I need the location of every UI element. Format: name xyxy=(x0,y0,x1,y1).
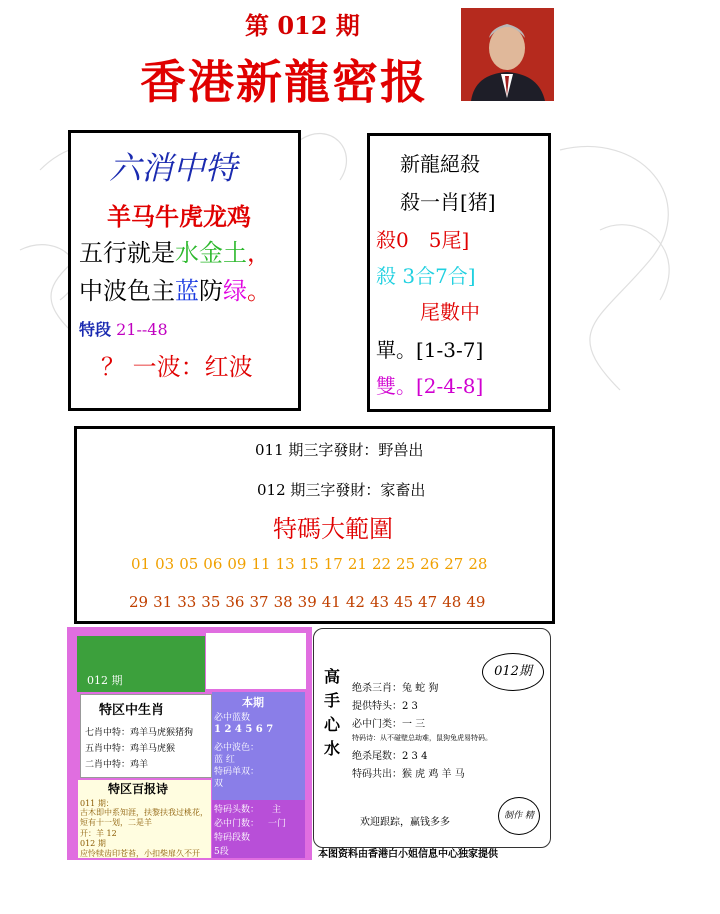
expert-line-3: 必中门类：一 三 xyxy=(352,719,426,730)
expert-line-6: 特码共出：猴 虎 鸡 羊 马 xyxy=(352,769,465,780)
kill-title: 新龍絕殺 xyxy=(400,152,480,176)
stats-d: 特码单双： xyxy=(214,767,260,777)
number-item: 36 xyxy=(225,593,245,611)
wave-color-suffix: 。 xyxy=(247,277,271,305)
number-item: 06 xyxy=(203,555,223,573)
number-item: 39 xyxy=(297,593,317,611)
number-item: 13 xyxy=(275,555,295,573)
person-photo xyxy=(461,8,554,101)
wave-color-mid: 防 xyxy=(199,277,223,305)
poem-012-text: 应怜犊齿印苍苔，小扣柴扉久不开 xyxy=(80,849,200,858)
green-issue: 012 期 xyxy=(87,674,123,687)
maker-stamp: 制作 精 xyxy=(498,797,540,835)
blank-panel xyxy=(206,633,306,689)
wave-color-main: 蓝 xyxy=(175,277,199,305)
line-012: 012 期三字發財：家畜出 xyxy=(257,481,426,499)
kill-zodiac: 殺一肖[猪] xyxy=(400,190,496,214)
expert-title-char-3: 心 xyxy=(324,715,341,734)
number-item: 17 xyxy=(323,555,343,573)
credit-line: 本图资料由香港白小姐信息中心独家提供 xyxy=(318,849,498,860)
expert-title xyxy=(324,665,344,761)
number-item: 09 xyxy=(227,555,247,573)
portrait-image xyxy=(461,8,554,101)
poem-011-label: 011 期： xyxy=(80,799,114,808)
number-item: 01 xyxy=(131,555,151,573)
number-item: 37 xyxy=(249,593,269,611)
expert-line-2: 提供特头：2 3 xyxy=(352,701,418,712)
stats-head: 本期 xyxy=(242,696,264,709)
expert-title-char-1: 高 xyxy=(324,667,341,686)
stats-h: 必中门数： xyxy=(214,819,260,829)
stats-j: 特码段数 xyxy=(214,833,251,843)
line-011: 011 期三字發財：野兽出 xyxy=(255,441,424,459)
life-zodiac-box xyxy=(80,694,212,778)
special-code-box xyxy=(74,426,555,624)
expert-line-1: 绝杀三肖：兔 蛇 狗 xyxy=(352,683,439,694)
expert-footer: 欢迎跟踪，赢钱多多 xyxy=(360,817,450,828)
poem-012-label: 012 期 xyxy=(80,839,106,848)
wave-line xyxy=(101,347,253,382)
range-label: 特段 xyxy=(79,320,112,339)
stats-f: 特码头数： xyxy=(214,805,260,815)
number-item: 31 xyxy=(153,593,173,611)
number-item: 47 xyxy=(418,593,438,611)
number-item: 43 xyxy=(369,593,390,611)
five-zodiac: 五肖中特：鸡羊马虎猴 xyxy=(85,744,176,754)
expert-line-5: 绝杀尾数：2 3 4 xyxy=(352,751,428,762)
expert-line-4: 特码诗：从不碰壁总劫难，鼠狗兔虎易特码。 xyxy=(352,734,492,742)
expert-title-char-2: 手 xyxy=(324,691,341,710)
range-title: 特碼大範圍 xyxy=(273,515,393,543)
seven-zodiac: 七肖中特：鸡羊马虎猴猪狗 xyxy=(85,728,194,738)
kill-tail: 殺0 5尾] xyxy=(376,228,470,252)
number-item: 49 xyxy=(466,593,486,611)
number-item: 15 xyxy=(299,555,319,573)
wave-color-prefix: 中波色主 xyxy=(79,277,175,305)
number-item: 05 xyxy=(179,555,199,573)
new-dragon-kill-box xyxy=(367,133,551,412)
number-item: 33 xyxy=(177,593,197,611)
six-zodiac-heading: 六消中特 xyxy=(109,149,238,187)
number-item: 35 xyxy=(201,593,221,611)
stats-nums: 1 2 4 5 6 7 xyxy=(214,724,274,735)
six-zodiac-box xyxy=(68,130,301,411)
number-item: 21 xyxy=(347,555,367,573)
stats-b: 必中波色： xyxy=(214,743,260,753)
stats-i: 一门 xyxy=(268,819,287,829)
number-item: 26 xyxy=(420,555,440,573)
page-title: 香港新龍密报 xyxy=(140,55,428,109)
poem-box xyxy=(78,780,211,858)
stats-c: 蓝 红 xyxy=(214,755,235,765)
wave-color-backup: 绿 xyxy=(223,277,247,305)
poem-011-note: 开：羊 12 xyxy=(80,829,117,838)
five-elements-suffix: ， xyxy=(247,239,271,267)
number-item: 48 xyxy=(442,593,462,611)
number-item: 42 xyxy=(345,593,365,611)
number-item: 27 xyxy=(444,555,464,573)
odd-numbers: 單。[1-3-7] xyxy=(376,338,484,362)
stats-g: 主 xyxy=(272,805,282,815)
five-elements-line xyxy=(79,233,271,268)
green-banner xyxy=(77,636,205,692)
number-item: 41 xyxy=(321,593,341,611)
number-item: 25 xyxy=(396,555,416,573)
number-item: 11 xyxy=(251,555,271,573)
stats-column xyxy=(212,692,305,800)
number-item: 22 xyxy=(371,555,392,573)
zodiac-list: 羊马牛虎龙鸡 xyxy=(107,202,251,231)
five-elements-prefix: 五行就是 xyxy=(79,239,175,267)
kill-he: 殺 3合7合] xyxy=(376,264,476,288)
issue-number: 第 012 期 xyxy=(245,11,360,40)
range-line xyxy=(79,317,168,340)
issue-badge: 012期 xyxy=(482,653,544,691)
five-elements-highlight: 水金土 xyxy=(175,239,247,267)
poem-011-text: 古木即中系知涯，扶黎扶我过桃花，短有十一划，二是羊 xyxy=(80,808,208,827)
two-zodiac: 二肖中特：鸡羊 xyxy=(85,760,149,770)
number-item: 28 xyxy=(468,555,488,573)
stats-a: 必中蓝数 xyxy=(214,713,251,723)
tail-mid: 尾數中 xyxy=(420,300,480,324)
stats-k: 5段 xyxy=(214,847,229,857)
expert-title-char-4: 水 xyxy=(324,739,341,758)
number-row-2 xyxy=(129,593,490,611)
wave-text: 一波：红波 xyxy=(132,353,253,381)
number-item: 03 xyxy=(155,555,175,573)
number-item: 38 xyxy=(273,593,293,611)
wave-question: ？ xyxy=(101,353,125,381)
wave-color-line xyxy=(79,271,271,306)
expert-panel xyxy=(313,628,551,848)
number-item: 45 xyxy=(394,593,414,611)
stats-e: 双 xyxy=(214,779,224,789)
even-numbers: 雙。[2-4-8] xyxy=(376,374,484,398)
number-row-1 xyxy=(131,555,492,573)
poem-title: 特区百报诗 xyxy=(108,782,169,796)
range-value: 21--48 xyxy=(116,320,168,339)
stats-lower xyxy=(212,800,305,858)
life-title: 特区中生肖 xyxy=(99,703,165,718)
number-item: 29 xyxy=(129,593,149,611)
